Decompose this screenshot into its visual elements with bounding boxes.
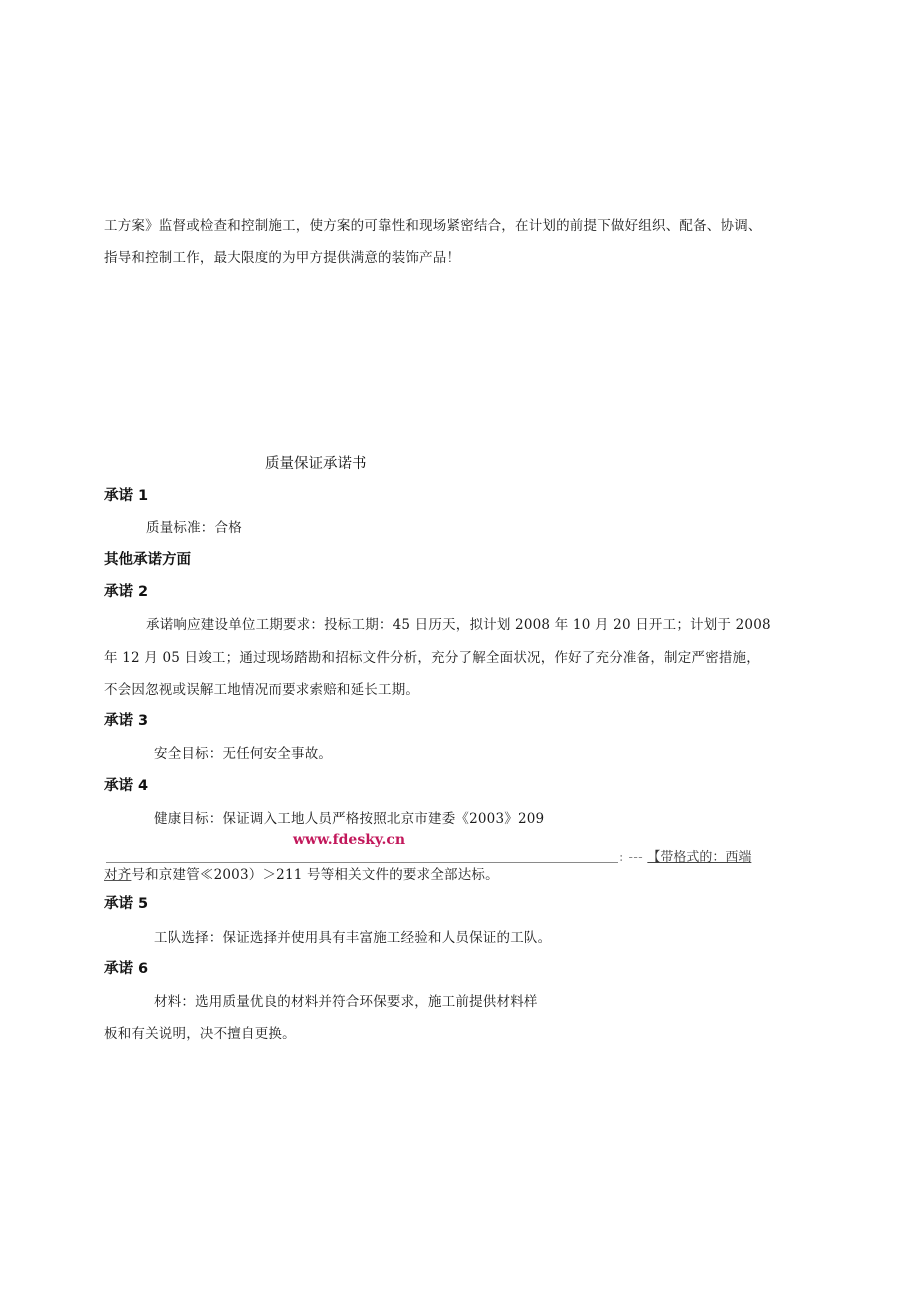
revision-comment-continuation: 对齐: [104, 867, 132, 883]
commitment-6-line-1: 材料：选用质量优良的材料并符合环保要求，施工前提供材料样: [154, 994, 538, 1010]
revision-comment-prefix: : ---: [619, 850, 644, 865]
commitment-4-line-1: 健康目标：保证调入工地人员严格按照北京市建委《2003》209: [154, 811, 545, 827]
revision-comment-text: 【带格式的：西端: [647, 850, 752, 865]
watermark-url: www.fdesky.cn: [293, 832, 406, 848]
revision-connector-line: [106, 862, 618, 863]
intro-line-1: 工方案》监督或检查和控制施工，使方案的可靠性和现场紧密结合，在计划的前提下做好组织、配备、协调、: [104, 218, 762, 234]
section-heading-commitment-6: 承诺 6: [104, 961, 149, 977]
revision-comment[interactable]: [619, 849, 751, 867]
section-heading-commitment-4: 承诺 4: [104, 778, 149, 794]
commitment-2-line-2: 年 12 月 05 日竣工；通过现场踏勘和招标文件分析，充分了解全面状况，作好了充分准备，制定严密措施，: [104, 650, 760, 666]
commitment-2-line-1: 承诺响应建设单位工期要求：投标工期：45 日历天，拟计划 2008 年 10 月 20 日开工；计划于 2008: [146, 617, 771, 633]
section-heading-commitment-3: 承诺 3: [104, 713, 149, 729]
section-heading-commitment-2: 承诺 2: [104, 584, 149, 600]
commitment-4-line-2-wrap: [104, 866, 499, 884]
commitment-4-line-2: 号和京建管≪2003）＞211 号等相关文件的要求全部达标。: [131, 867, 499, 883]
section-heading-commitment-5: 承诺 5: [104, 896, 149, 912]
commitment-2-line-3: 不会因忽视或误解工地情况而要求索赔和延长工期。: [104, 682, 420, 698]
commitment-5-line: 工队选择：保证选择并使用具有丰富施工经验和人员保证的工队。: [154, 930, 552, 946]
intro-line-2: 指导和控制工作，最大限度的为甲方提供满意的装饰产品！: [104, 250, 461, 266]
section-heading-commitment-1: 承诺 1: [104, 488, 149, 504]
commitment-1-line: 质量标准：合格: [146, 520, 242, 536]
section-heading-other-commitments: 其他承诺方面: [104, 552, 191, 568]
commitment-3-line: 安全目标：无任何安全事故。: [154, 746, 333, 762]
commitment-6-line-2: 板和有关说明，决不擅自更换。: [104, 1026, 296, 1042]
document-title: 质量保证承诺书: [265, 456, 367, 472]
